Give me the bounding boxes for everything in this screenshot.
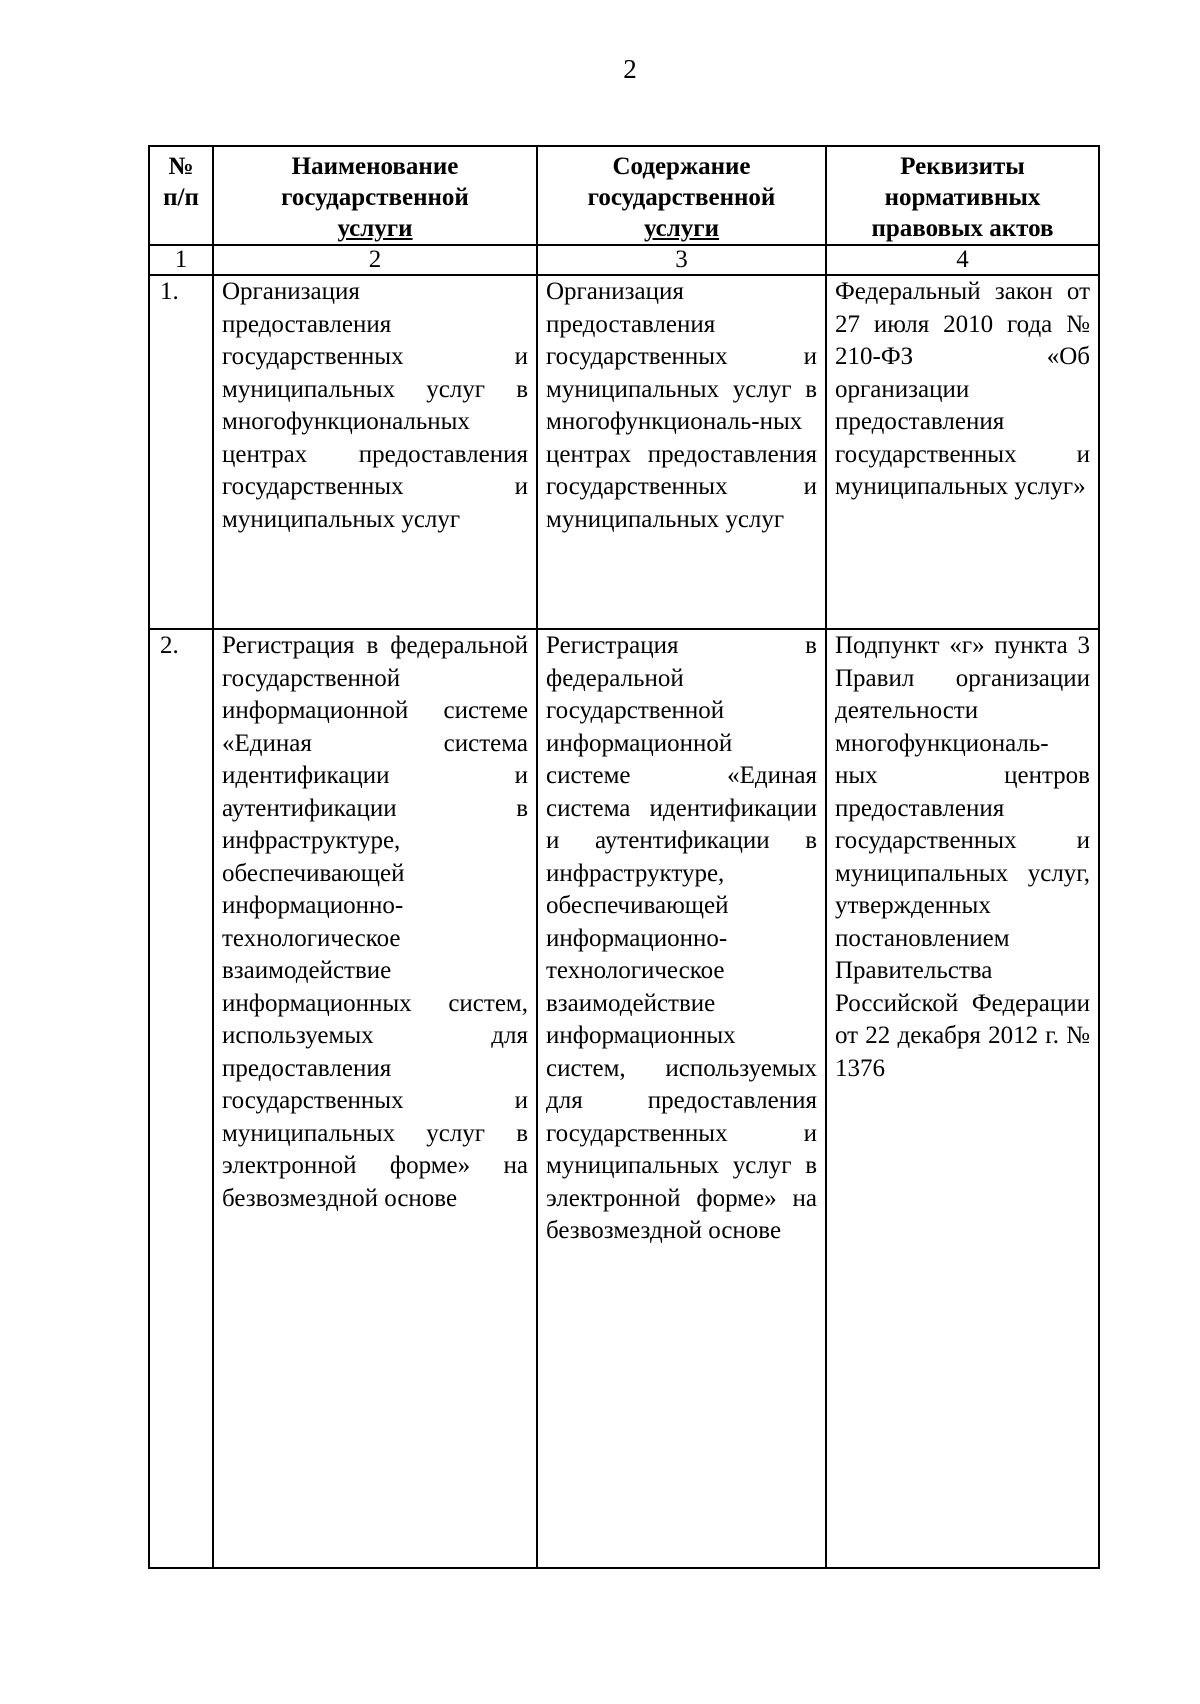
legal-acts-cell: Федеральный закон от 27 июля 2010 года № 210-ФЗ «Об организации предоставления государственных и муниципальных услуг»: [826, 275, 1099, 629]
service-content-cell: Регистрация в федеральной государственной информационной системе «Единая система идентификации и аутентификации в инфраструктуре, обеспечивающей информационно-технологическое взаимодействие информационных систем, используемых для предоставления государственных и муниципальных услуг в электронной форме» на безвозмездной основе: [537, 629, 826, 1568]
header-service-name: [213, 146, 537, 245]
table-row: [149, 275, 1099, 629]
header-number-line-1: №: [168, 153, 194, 180]
legal-acts-cell: Подпункт «г» пункта 3 Правил организации деятельности многофункциональ-ных центров предоставления государственных и муниципальных услуг, утвержденных постановлением Правительства Российской Федерации от 22 декабря 2012 г. № 1376: [826, 629, 1099, 1568]
header-service-content-line-1: Содержание: [612, 153, 751, 180]
header-service-name-line-3: услуги: [337, 215, 413, 242]
table-header-row: [149, 146, 1099, 245]
service-name-cell: Организация предоставления государственных и муниципальных услуг в многофункциональных центрах предоставления государственных и муниципальных услуг: [213, 275, 537, 629]
header-legal-acts-line-1: Реквизиты: [900, 153, 1025, 180]
column-number-row: [149, 245, 1099, 275]
column-number-3: 3: [537, 245, 826, 275]
header-service-name-line-1: Наименование: [291, 153, 459, 180]
row-number: 1.: [149, 275, 213, 629]
header-legal-acts-line-2: нормативных: [884, 184, 1041, 211]
header-service-content-line-2: государственной: [587, 184, 776, 211]
column-number-4: 4: [826, 245, 1099, 275]
table-row: [149, 629, 1099, 1568]
column-number-1: 1: [149, 245, 213, 275]
row-number: 2.: [149, 629, 213, 1568]
header-number: [149, 146, 213, 245]
header-legal-acts-line-3: правовых актов: [871, 215, 1054, 242]
header-service-name-line-2: государственной: [281, 184, 469, 211]
header-service-content: [537, 146, 826, 245]
service-name-cell: Регистрация в федеральной государственной информационной системе «Единая система идентификации и аутентификации в инфраструктуре, обеспечивающей информационно-технологическое взаимодействие информационных систем, используемых для предоставления государственных и муниципальных услуг в электронной форме» на безвозмездной основе: [213, 629, 537, 1568]
service-content-cell: Организация предоставления государственных и муниципальных услуг в многофункциональ-ных центрах предоставления государственных и муниципальных услуг: [537, 275, 826, 629]
page-number: 2: [623, 54, 637, 84]
column-number-2: 2: [213, 245, 537, 275]
header-service-content-line-3: услуги: [643, 215, 720, 242]
header-legal-acts: [826, 146, 1099, 245]
header-number-line-2: п/п: [163, 184, 199, 211]
services-table: [148, 145, 1100, 1569]
